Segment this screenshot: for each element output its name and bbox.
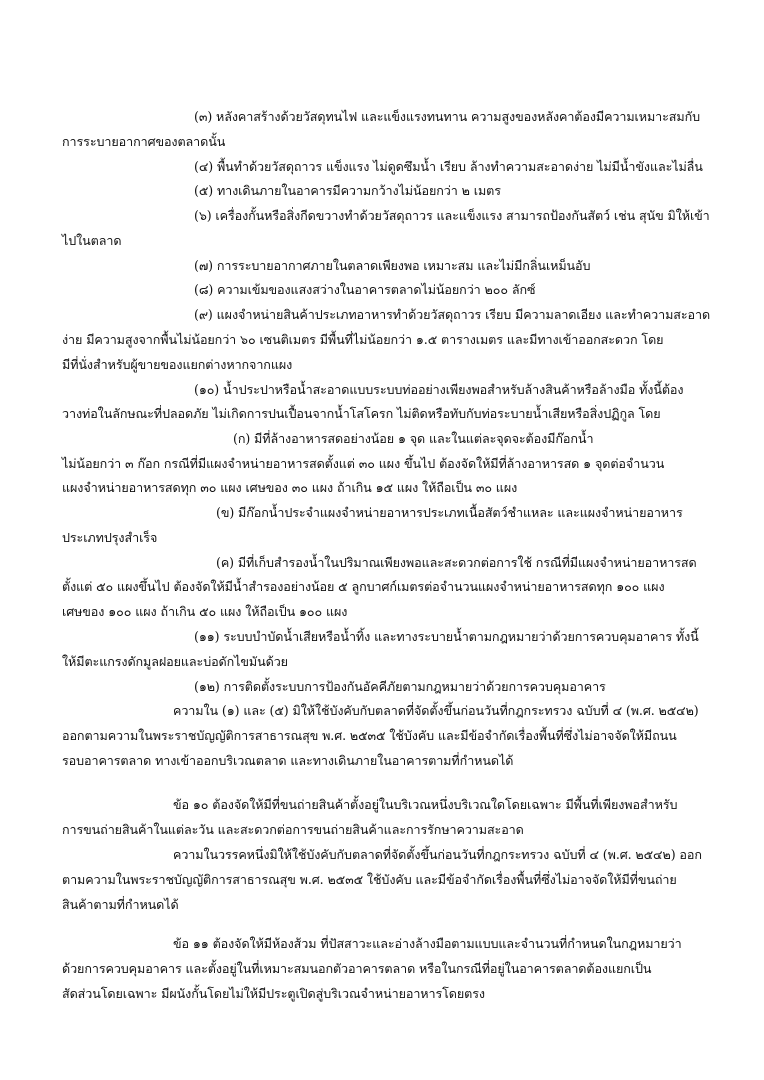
section-11-line-3: สัดส่วนโดยเฉพาะ มีผนังกั้นโดยไม่ให้มีประตูเปิดสู่บริเวณจำหน่ายอาหารโดยตรง [62, 986, 485, 1001]
clause-9-line-1: (๙) แผงจำหน่ายสินค้าประเภทอาหารทำด้วยวัสดุถาวร เรียบ มีความลาดเอียง และทำความสะอาด [194, 307, 711, 322]
section-10-line-1: ข้อ ๑๐ ต้องจัดให้มีที่ขนถ่ายสินค้าตั้งอยู่ในบริเวณหนึ่งบริเวณใดโดยเฉพาะ มีพื้นที่เพียงพอสำหรับ [173, 797, 678, 812]
clause-11-line-1: (๑๑) ระบบบำบัดน้ำเสียหรือน้ำทิ้ง และทางระบายน้ำตามกฎหมายว่าด้วยการควบคุมอาคาร ทั้งนี้ [194, 629, 699, 644]
section-11-line-1: ข้อ ๑๑ ต้องจัดให้มีห้องส้วม ที่ปัสสาวะและอ่างล้างมือตามแบบและจำนวนที่กำหนดในกฎหมายว่า [173, 936, 682, 951]
clause-10b-line-1: (ข) มีก๊อกน้ำประจำแผงจำหน่ายอาหารประเภทเนื้อสัตว์ชำแหละ และแผงจำหน่ายอาหาร [216, 505, 683, 520]
clause-11-line-2: ให้มีตะแกรงดักมูลฝอยและบ่อดักไขมันด้วย [62, 654, 288, 669]
clause-10a-line-3: แผงจำหน่ายอาหารสดทุก ๓๐ แผง เศษของ ๓๐ แผง ถ้าเกิน ๑๕ แผง ให้ถือเป็น ๓๐ แผง [62, 480, 518, 495]
clause-10-line-1: (๑๐) น้ำประปาหรือน้ำสะอาดแบบระบบท่ออย่างเพียงพอสำหรับล้างสินค้าหรือล้างมือ ทั้งนี้ต้อง [194, 382, 684, 397]
exemption-para-line-2: ออกตามความในพระราชบัญญัติการสาธารณสุข พ.ศ. ๒๕๓๕ ใช้บังคับ และมีข้อจำกัดเรื่องพื้นที่ซึ่งไม่อาจจัดให้มีถนน [62, 728, 677, 743]
clause-10a-line-2: ไม่น้อยกว่า ๓ ก๊อก กรณีที่มีแผงจำหน่ายอาหารสดตั้งแต่ ๓๐ แผง ขึ้นไป ต้องจัดให้มีที่ล้างอาหารสด ๑ จุดต่อจำนวน [62, 456, 665, 471]
exemption-para-line-1: ความใน (๑) และ (๕) มิให้ใช้บังคับกับตลาดที่จัดตั้งขึ้นก่อนวันที่กฎกระทรวง ฉบับที่ ๔ (พ.ศ. ๒๕๔๒) [173, 703, 699, 718]
section-10-exemption-line-2: ตามความในพระราชบัญญัติการสาธารณสุข พ.ศ. ๒๕๓๕ ใช้บังคับ และมีข้อจำกัดเรื่องพื้นที่ซึ่งไม่อาจจัดให้มีที่ขนถ่าย [62, 872, 677, 887]
exemption-para-line-3: รอบอาคารตลาด ทางเข้าออกบริเวณตลาด และทางเดินภายในอาคารตามที่กำหนดได้ [62, 753, 514, 768]
clause-10-line-2: วางท่อในลักษณะที่ปลอดภัย ไม่เกิดการปนเปื้อนจากน้ำโสโครก ไม่ติดหรือทับกับท่อระบายน้ำเสียหรือสิ่งปฏิกูล โดย [62, 406, 661, 421]
section-11-line-2: ด้วยการควบคุมอาคาร และตั้งอยู่ในที่เหมาะสมนอกตัวอาคารตลาด หรือในกรณีที่อยู่ในอาคารตลาดต้องแยกเป็น [62, 961, 652, 976]
clause-10a-line-1: (ก) มีที่ล้างอาหารสดอย่างน้อย ๑ จุด และในแต่ละจุดจะต้องมีก๊อกน้ำ [233, 431, 594, 446]
clause-3-line-2: การระบายอากาศของตลาดนั้น [62, 134, 226, 149]
clause-10b-line-2: ประเภทปรุงสำเร็จ [62, 530, 158, 545]
clause-10c-line-2: ตั้งแต่ ๕๐ แผงขึ้นไป ต้องจัดให้มีน้ำสำรองอย่างน้อย ๕ ลูกบาศก์เมตรต่อจำนวนแผงจำหน่ายอาหารสดทุก ๑๐๐ แผง [62, 579, 665, 594]
section-10-line-2: การขนถ่ายสินค้าในแต่ละวัน และสะดวกต่อการขนถ่ายสินค้าและการรักษาความสะอาด [62, 822, 524, 837]
section-10-exemption-line-1: ความในวรรคหนึ่งมิให้ใช้บังคับกับตลาดที่จัดตั้งขึ้นก่อนวันที่กฎกระทรวง ฉบับที่ ๔ (พ.ศ. ๒๕๔๒) ออก [173, 847, 702, 862]
clause-12-line: (๑๒) การติดตั้งระบบการป้องกันอัคคีภัยตามกฎหมายว่าด้วยการควบคุมอาคาร [194, 679, 606, 694]
clause-8-line: (๘) ความเข้มของแสงสว่างในอาคารตลาดไม่น้อยกว่า ๒๐๐ ลักซ์ [194, 282, 536, 297]
clause-9-line-2: ง่าย มีความสูงจากพื้นไม่น้อยกว่า ๖๐ เซนติเมตร มีพื้นที่ไม่น้อยกว่า ๑.๕ ตารางเมตร และมีทางเข้าออกสะดวก โดย [62, 332, 664, 347]
clause-3-line-1: (๓) หลังคาสร้างด้วยวัสดุทนไฟ และแข็งแรงทนทาน ความสูงของหลังคาต้องมีความเหมาะสมกับ [194, 109, 701, 124]
clause-9-line-3: มีที่นั่งสำหรับผู้ขายของแยกต่างหากจากแผง [62, 357, 293, 372]
clause-5-line: (๕) ทางเดินภายในอาคารมีความกว้างไม่น้อยกว่า ๒ เมตร [194, 183, 501, 198]
clause-6-line-2: ไปในตลาด [62, 233, 122, 248]
clause-10c-line-1: (ค) มีที่เก็บสำรองน้ำในปริมาณเพียงพอและสะดวกต่อการใช้ กรณีที่มีแผงจำหน่ายอาหารสด [216, 555, 697, 570]
clause-7-line: (๗) การระบายอากาศภายในตลาดเพียงพอ เหมาะสม และไม่มีกลิ่นเหม็นอับ [194, 258, 591, 273]
clause-6-line-1: (๖) เครื่องกั้นหรือสิ่งกีดขวางทำด้วยวัสดุถาวร และแข็งแรง สามารถป้องกันสัตว์ เช่น สุนัข มิให้เข้า [194, 208, 710, 223]
clause-10c-line-3: เศษของ ๑๐๐ แผง ถ้าเกิน ๕๐ แผง ให้ถือเป็น ๑๐๐ แผง [62, 604, 348, 619]
clause-4-line: (๔) พื้นทำด้วยวัสดุถาวร แข็งแรง ไม่ดูดซึมน้ำ เรียบ ล้างทำความสะอาดง่าย ไม่มีน้ำขังและไม่ลื่น [194, 159, 703, 174]
section-10-exemption-line-3: สินค้าตามที่กำหนดได้ [62, 897, 179, 912]
